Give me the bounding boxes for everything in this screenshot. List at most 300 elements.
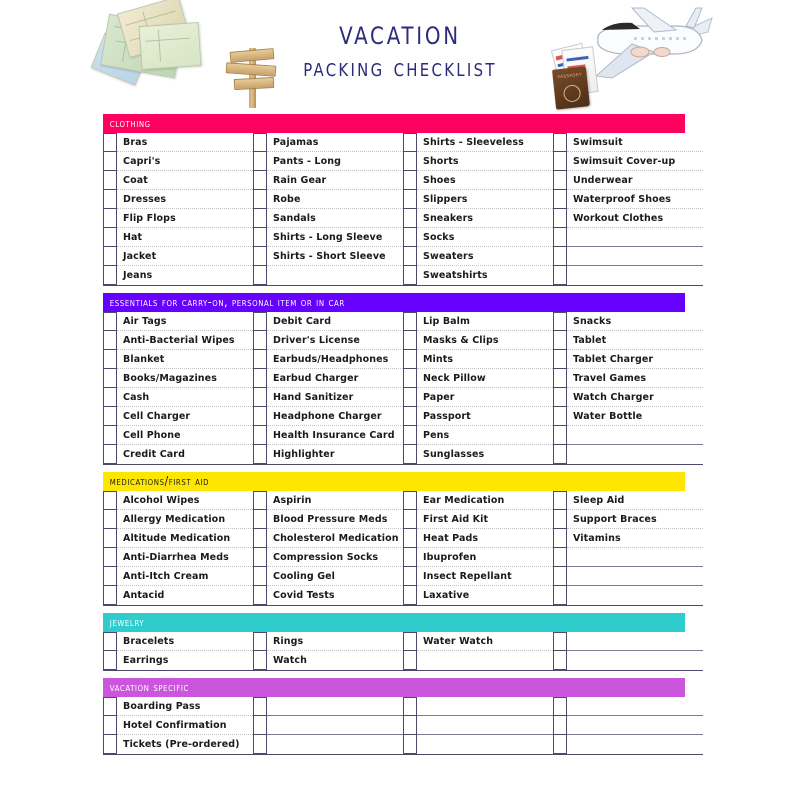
checkbox[interactable] (553, 369, 567, 388)
section-header-vacation-specific: vacation specific (103, 678, 685, 697)
checklist-cell (553, 586, 703, 605)
checklist-item-blank[interactable] (567, 632, 703, 651)
checkbox[interactable] (103, 567, 117, 586)
checkbox[interactable] (553, 632, 567, 651)
checklist-row (103, 548, 703, 567)
checklist-cell (553, 426, 703, 445)
checklist-cell (553, 133, 703, 152)
checkbox[interactable] (553, 567, 567, 586)
checklist-row (103, 331, 703, 350)
checkbox[interactable] (103, 369, 117, 388)
checklist-cell (403, 586, 553, 605)
checklist-item-label: Robe (267, 190, 403, 209)
section-rows (103, 312, 703, 465)
checklist-item-label: Anti-Diarrhea Meds (117, 548, 253, 567)
checklist-cell (403, 133, 553, 152)
checkbox[interactable] (103, 388, 117, 407)
checklist-cell (553, 228, 703, 247)
checkbox[interactable] (553, 228, 567, 247)
checklist-item-label: Cash (117, 388, 253, 407)
checklist-row (103, 369, 703, 388)
checklist-item-blank[interactable] (417, 651, 553, 670)
checklist-cell (553, 331, 703, 350)
checkbox[interactable] (403, 735, 417, 754)
checklist-cell (253, 171, 403, 190)
checklist-item-label: Credit Card (123, 449, 185, 460)
checkbox[interactable] (253, 350, 267, 369)
checklist-item-label: Health Insurance Card (267, 426, 403, 445)
checklist-item-label: Cell Phone (117, 426, 253, 445)
checkbox[interactable] (403, 228, 417, 247)
checklist-item-blank[interactable] (567, 548, 703, 567)
checklist-cell (403, 697, 553, 716)
checkbox[interactable] (403, 190, 417, 209)
checklist-item-label: Sweatshirts (423, 270, 488, 281)
checkbox[interactable] (553, 152, 567, 171)
checklist-row (103, 266, 703, 285)
checklist-cell (403, 426, 553, 445)
checklist-item-label: Driver's License (267, 331, 403, 350)
checklist-cell (403, 529, 553, 548)
checkbox[interactable] (553, 350, 567, 369)
checklist-cell (403, 445, 553, 464)
checklist-cell (553, 171, 703, 190)
section-gap (103, 671, 703, 678)
checklist-cell (553, 548, 703, 567)
checkbox[interactable] (103, 548, 117, 567)
checklist-item-label: Underwear (567, 171, 703, 190)
checkbox[interactable] (253, 247, 267, 266)
section-header-clothing: clothing (103, 114, 685, 133)
checklist-item-label: Travel Games (567, 369, 703, 388)
checklist-item-blank[interactable] (567, 586, 703, 605)
checkbox[interactable] (253, 266, 267, 285)
checkbox[interactable] (103, 266, 117, 285)
checklist-item-blank[interactable] (567, 735, 703, 754)
checklist-row (103, 312, 703, 331)
checklist-cell (403, 369, 553, 388)
checklist-cell (103, 426, 253, 445)
checklist-item-blank[interactable] (567, 426, 703, 445)
checkbox[interactable] (403, 529, 417, 548)
checklist-item-label: Cholesterol Medication (267, 529, 403, 548)
checkbox[interactable] (403, 567, 417, 586)
checkbox[interactable] (403, 171, 417, 190)
checklist-cell (103, 350, 253, 369)
checklist-item-blank[interactable] (567, 697, 703, 716)
checkbox[interactable] (253, 171, 267, 190)
checklist-row (103, 632, 703, 651)
checkbox[interactable] (553, 445, 567, 464)
checkbox[interactable] (253, 632, 267, 651)
checklist-cell (553, 716, 703, 735)
checkbox[interactable] (553, 247, 567, 266)
checkbox[interactable] (103, 510, 117, 529)
checkbox[interactable] (103, 491, 117, 510)
section-rows (103, 697, 703, 755)
checkbox[interactable] (103, 697, 117, 716)
checklist-row (103, 407, 703, 426)
checklist-item-blank[interactable] (567, 247, 703, 266)
checkbox[interactable] (553, 133, 567, 152)
checkbox[interactable] (103, 247, 117, 266)
checkbox[interactable] (553, 209, 567, 228)
checklist-item-label: Passport (417, 407, 553, 426)
checkbox[interactable] (403, 651, 417, 670)
checklist-cell (253, 388, 403, 407)
checklist-row (103, 426, 703, 445)
checklist-item-label: Pens (417, 426, 553, 445)
checklist-cell (253, 491, 403, 510)
checklist-cell (103, 190, 253, 209)
checklist-item-label: Paper (417, 388, 553, 407)
checklist-cell (403, 247, 553, 266)
checklist-cell (253, 445, 403, 464)
checkbox[interactable] (403, 632, 417, 651)
checkbox[interactable] (553, 426, 567, 445)
checkbox[interactable] (253, 529, 267, 548)
checklist-row (103, 651, 703, 670)
checklist-item-label: Aspirin (267, 491, 403, 510)
checkbox[interactable] (103, 350, 117, 369)
checklist-row (103, 247, 703, 266)
checklist-item-blank[interactable] (267, 716, 403, 735)
checkbox[interactable] (403, 331, 417, 350)
checklist-cell (403, 331, 553, 350)
checkbox[interactable] (103, 716, 117, 735)
checklist-item-label: Debit Card (267, 312, 403, 331)
signpost-illustration (224, 42, 280, 108)
checklist-item-label: Bracelets (117, 632, 253, 651)
checkbox[interactable] (103, 209, 117, 228)
maps-illustration (96, 4, 216, 82)
checklist-cell (253, 266, 403, 285)
checkbox[interactable] (103, 171, 117, 190)
checkbox[interactable] (253, 586, 267, 605)
checklist-item-label: Ear Medication (417, 491, 553, 510)
checkbox[interactable] (403, 209, 417, 228)
checklist-item-label: Books/Magazines (117, 369, 253, 388)
checklist-item-label: Shorts (417, 152, 553, 171)
checkbox[interactable] (553, 266, 567, 285)
checkbox[interactable] (553, 586, 567, 605)
checklist-cell (103, 171, 253, 190)
checklist-cell (103, 247, 253, 266)
checklist-item-label: First Aid Kit (417, 510, 553, 529)
checkbox[interactable] (403, 510, 417, 529)
checklist-item-label: Hotel Confirmation (117, 716, 253, 735)
checklist-item-blank[interactable] (417, 697, 553, 716)
checklist-item-label: Rain Gear (267, 171, 403, 190)
checkbox[interactable] (253, 388, 267, 407)
checkbox[interactable] (553, 331, 567, 350)
checklist-cell (253, 152, 403, 171)
checkbox[interactable] (253, 697, 267, 716)
checklist-item-label: Shoes (417, 171, 553, 190)
checkbox[interactable] (103, 133, 117, 152)
checkbox[interactable] (403, 548, 417, 567)
checklist-item-label: Masks & Clips (417, 331, 553, 350)
checkbox[interactable] (103, 632, 117, 651)
checklist-cell (403, 651, 553, 670)
checklist-cell (253, 586, 403, 605)
checklist-cell (253, 312, 403, 331)
checklist-item-label: Vitamins (567, 529, 703, 548)
checklist-row (103, 567, 703, 586)
checkbox[interactable] (103, 152, 117, 171)
checklist-cell (103, 331, 253, 350)
checkbox[interactable] (403, 266, 417, 285)
checklist-row (103, 586, 703, 605)
checklist-cell (253, 567, 403, 586)
checklist-item-label: Mints (417, 350, 553, 369)
checkbox[interactable] (253, 228, 267, 247)
checklist-item-label: Covid Tests (273, 590, 335, 601)
checklist-item-label: Earbuds/Headphones (267, 350, 403, 369)
checklist-cell (403, 548, 553, 567)
checkbox[interactable] (403, 716, 417, 735)
checklist-cell (553, 651, 703, 670)
checkbox[interactable] (253, 735, 267, 754)
checkbox[interactable] (553, 190, 567, 209)
checklist-item-label: Ibuprofen (417, 548, 553, 567)
checklist-row (103, 491, 703, 510)
checklist-item-label: Headphone Charger (267, 407, 403, 426)
checklist-cell (403, 407, 553, 426)
section-essentials (103, 293, 703, 465)
checkbox[interactable] (103, 228, 117, 247)
checklist-item-label: Antacid (123, 590, 165, 601)
checkbox[interactable] (403, 445, 417, 464)
checklist-cell (403, 735, 553, 754)
checklist-cell (553, 369, 703, 388)
checklist-item-label: Swimsuit Cover-up (567, 152, 703, 171)
checklist-cell (553, 388, 703, 407)
checklist-item-blank[interactable] (267, 266, 403, 285)
checklist-cell (403, 209, 553, 228)
checkbox[interactable] (403, 369, 417, 388)
checkbox[interactable] (253, 567, 267, 586)
checklist-row (103, 716, 703, 735)
checkbox[interactable] (553, 735, 567, 754)
checklist-item-label: Blood Pressure Meds (267, 510, 403, 529)
checkbox[interactable] (103, 407, 117, 426)
checklist-cell (103, 586, 253, 605)
checklist-cell (403, 567, 553, 586)
checklist-cell (253, 735, 403, 754)
checkbox[interactable] (553, 491, 567, 510)
checklist-item-label: Shirts - Long Sleeve (267, 228, 403, 247)
checklist-cell (553, 312, 703, 331)
checkbox[interactable] (403, 586, 417, 605)
checklist-cell (103, 491, 253, 510)
section-rows (103, 632, 703, 671)
checklist-item-label: Cooling Gel (267, 567, 403, 586)
checklist-cell (103, 716, 253, 735)
checklist-item-label: Coat (117, 171, 253, 190)
checklist-cell (103, 567, 253, 586)
checklist-cell (403, 312, 553, 331)
checkbox[interactable] (553, 548, 567, 567)
checklist-item-blank[interactable] (267, 735, 403, 754)
checklist-cell (403, 510, 553, 529)
section-gap (103, 286, 703, 293)
checkbox[interactable] (253, 716, 267, 735)
section-vacation-specific (103, 678, 703, 755)
checklist-cell (103, 388, 253, 407)
checklist-item-blank[interactable] (417, 716, 553, 735)
checkbox[interactable] (253, 426, 267, 445)
checkbox[interactable] (103, 426, 117, 445)
checklist-cell (553, 632, 703, 651)
checklist-item-label: Watch Charger (567, 388, 703, 407)
checklist-item-label: Alcohol Wipes (117, 491, 253, 510)
checklist-item-label: Bras (117, 133, 253, 152)
checklist-item-label: Socks (417, 228, 553, 247)
checklist-item-blank[interactable] (567, 716, 703, 735)
checkbox[interactable] (403, 491, 417, 510)
checklist-cell (103, 651, 253, 670)
checkbox[interactable] (403, 133, 417, 152)
checklist-cell (253, 529, 403, 548)
checkbox[interactable] (253, 445, 267, 464)
checklist-cell (103, 632, 253, 651)
checklist-item-blank[interactable] (567, 266, 703, 285)
section-header-essentials: essentials for carry-on, personal item or in car (103, 293, 685, 312)
checklist-item-label: Shirts - Short Sleeve (267, 247, 403, 266)
checklist-row (103, 152, 703, 171)
checklist-cell (553, 491, 703, 510)
checklist-item-blank[interactable] (267, 697, 403, 716)
checklist-row (103, 228, 703, 247)
checklist-item-label: Tablet (567, 331, 703, 350)
checklist-item-label: Flip Flops (117, 209, 253, 228)
checklist-item-blank[interactable] (567, 445, 703, 464)
checklist-item-blank[interactable] (567, 228, 703, 247)
checkbox[interactable] (253, 407, 267, 426)
checkbox[interactable] (553, 716, 567, 735)
section-gap (103, 465, 703, 472)
checkbox[interactable] (553, 171, 567, 190)
checkbox[interactable] (253, 369, 267, 388)
checklist-cell (103, 209, 253, 228)
checkbox[interactable] (553, 312, 567, 331)
checklist-cell (253, 247, 403, 266)
checklist-cell (403, 350, 553, 369)
checklist-item-label: Tablet Charger (567, 350, 703, 369)
checklist-cell (103, 266, 253, 285)
checklist-item-label: Earrings (123, 655, 169, 666)
checkbox[interactable] (253, 190, 267, 209)
checklist-cell (253, 510, 403, 529)
checklist-cell (253, 228, 403, 247)
checklist-item-blank[interactable] (417, 735, 553, 754)
checkbox[interactable] (403, 350, 417, 369)
checklist-cell (553, 529, 703, 548)
checkbox[interactable] (253, 312, 267, 331)
section-clothing (103, 114, 703, 286)
checkbox[interactable] (253, 152, 267, 171)
title-line-1: vacation (339, 13, 461, 53)
checkbox[interactable] (103, 190, 117, 209)
checklist-item-blank[interactable] (567, 567, 703, 586)
page-header (0, 0, 800, 112)
checkbox[interactable] (253, 510, 267, 529)
checkbox[interactable] (253, 491, 267, 510)
checklist-cell (103, 312, 253, 331)
checklist-item-label: Lip Balm (417, 312, 553, 331)
checklist-cell (553, 247, 703, 266)
checkbox[interactable] (403, 312, 417, 331)
checkbox[interactable] (103, 651, 117, 670)
checklist-cell (103, 697, 253, 716)
checkbox[interactable] (553, 510, 567, 529)
checkbox[interactable] (103, 529, 117, 548)
checkbox[interactable] (553, 407, 567, 426)
checkbox[interactable] (103, 331, 117, 350)
section-header-jewelry: jewelry (103, 613, 685, 632)
checklist-item-label: Tickets (Pre-ordered) (123, 739, 240, 750)
checklist-cell (253, 350, 403, 369)
checklist-cell (253, 190, 403, 209)
checkbox[interactable] (253, 209, 267, 228)
checkbox[interactable] (403, 407, 417, 426)
checkbox[interactable] (103, 445, 117, 464)
checkbox[interactable] (403, 247, 417, 266)
checklist-row (103, 529, 703, 548)
checkbox[interactable] (403, 152, 417, 171)
checkbox[interactable] (553, 388, 567, 407)
checkbox[interactable] (403, 388, 417, 407)
checkbox[interactable] (253, 331, 267, 350)
checklist-sheet (103, 114, 703, 755)
checkbox[interactable] (253, 548, 267, 567)
checkbox[interactable] (403, 426, 417, 445)
checklist-item-label: Sandals (267, 209, 403, 228)
checkbox[interactable] (553, 529, 567, 548)
checklist-item-label: Anti-Itch Cream (117, 567, 253, 586)
checklist-cell (103, 548, 253, 567)
checklist-item-label: Swimsuit (567, 133, 703, 152)
checklist-cell (103, 133, 253, 152)
checklist-row (103, 171, 703, 190)
checkbox[interactable] (103, 735, 117, 754)
checklist-cell (103, 152, 253, 171)
checkbox[interactable] (253, 133, 267, 152)
checkbox[interactable] (553, 651, 567, 670)
checklist-item-blank[interactable] (567, 651, 703, 670)
checklist-item-label: Watch (273, 655, 307, 666)
checkbox[interactable] (403, 697, 417, 716)
checklist-row (103, 697, 703, 716)
checkbox[interactable] (103, 586, 117, 605)
checklist-row (103, 350, 703, 369)
checkbox[interactable] (253, 651, 267, 670)
checkbox[interactable] (103, 312, 117, 331)
checklist-cell (103, 735, 253, 754)
checkbox[interactable] (553, 697, 567, 716)
checklist-cell (403, 716, 553, 735)
section-gap (103, 606, 703, 613)
checklist-item-label: Support Braces (567, 510, 703, 529)
checklist-item-label: Dresses (117, 190, 253, 209)
checklist-row (103, 735, 703, 754)
checklist-cell (103, 228, 253, 247)
checklist-cell (553, 209, 703, 228)
checklist-cell (253, 133, 403, 152)
checklist-cell (103, 445, 253, 464)
checklist-row (103, 388, 703, 407)
